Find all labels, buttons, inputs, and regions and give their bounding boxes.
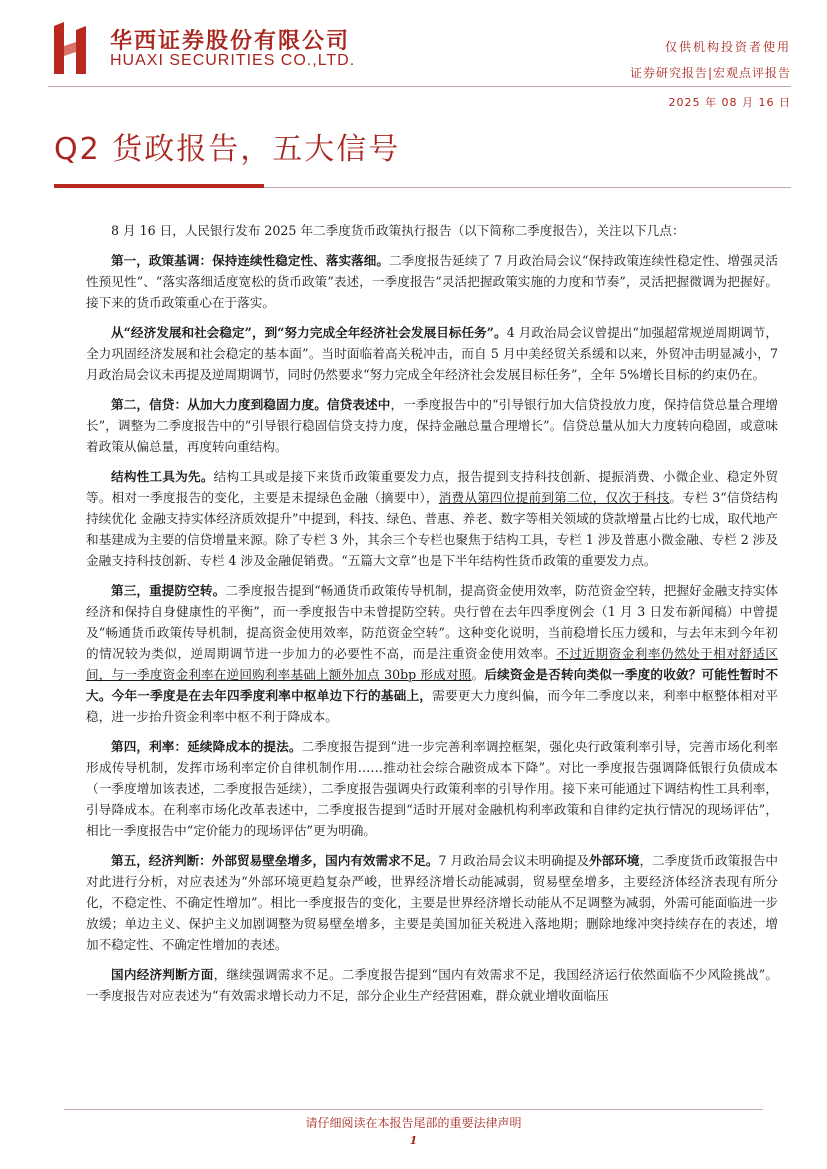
legal-notice: 请仔细阅读在本报告尾部的重要法律声明 [305, 1116, 522, 1130]
text-segment: 4 月政治局会议曾提出“加强超常规逆周期调节，全力巩固经济发展和社会稳定的基本面”。当时面临着高关税冲击，而自 5 月中美经贸关系缓和以来，外贸冲击明显减小，7 月政治局会议未再提及逆周期调节，同时仍然要求“努力完成全年经济社会发展目标任务”，全年 5%增长目标的约束仍在。 [86, 325, 778, 382]
body-paragraph [86, 964, 778, 1006]
bold-text: 后续资金是否转向类似一季度的收敛？可能性暂时不大。今年一季度是在去年四季度利率中枢单边下行的基础上， [86, 667, 779, 703]
body-paragraph [86, 220, 778, 241]
report-type: 证券研究报告|宏观点评报告 [629, 66, 791, 80]
text-segment: 二季度报告提到“畅通货币政策传导机制，提高资金使用效率，防范资金空转，把握好金融支持实体经济和保持自身健康性的平衡”，而一季度报告中未曾提防空转。央行曾在去年四季度例会（1 月 3 日发布新闻稿）中曾提及“畅通货币政策传导机制，提高资金使用效率，防范资金空转”。这种变化说明，当前稳增长压力缓和，与去年末到今年初的情况较为类似，逆周期调节进一步加力的必要性不高，而是注重资金使用效率。 [86, 583, 778, 661]
bold-text: 第五，经济判断：外部贸易壁垒增多，国内有效需求不足。 [111, 853, 439, 868]
bold-text: 第四，利率：延续降成本的提法。 [111, 739, 302, 754]
body-paragraph [86, 250, 778, 313]
bold-text: 第一，政策基调：保持连续性稳定性、落实落细。 [111, 253, 389, 268]
report-title: Q2 货政报告，五大信号 [54, 132, 401, 167]
footer-divider [64, 1109, 763, 1110]
bold-text: 结构性工具为先。 [111, 469, 214, 484]
text-segment: ，二季度货币政策报告中对此进行分析，对应表述为“外部环境更趋复杂严峻，世界经济增长动能减弱，贸易壁垒增多，主要经济体经济表现有所分化，不稳定性、不确定性增加”。相比一季度报告的变化，主要是世界经济增长动能从不足调整为减弱，外需可能面临进一步放缓；单边主义、保护主义加剧调整为贸易壁垒增多，主要是美国加征关税进入落地期；删除地缘冲突持续存在的表述，增加不稳定性、不确定性增加的表述。 [86, 853, 779, 952]
brand-name-en: HUAXI SECURITIES CO.,LTD. [110, 52, 356, 69]
body-paragraph [86, 394, 778, 457]
report-body [86, 220, 778, 1015]
body-paragraph [86, 736, 778, 841]
audience-note: 仅供机构投资者使用 [664, 40, 791, 54]
underlined-text: 不过近期资金利率仍然处于相对舒适区间，与一季度资金利率在逆回购利率基础上额外加点 30bp 形成对照 [86, 646, 779, 682]
text-segment: ，一季度报告中的“引导银行加大信贷投放力度，保持信贷总量合理增长”，调整为二季度报告中的“引导银行稳固信贷支持力度，保持金融总量合理增长”。信贷总量从加大力度转向稳固，或意味着政策从偏总量，再度转向重结构。 [86, 397, 778, 454]
text-segment: 二季度报告提到“进一步完善利率调控框架，强化央行政策利率引导，完善市场化利率形成传导机制，发挥市场利率定价自律机制作用……推动社会综合融资成本下降”。对比一季度报告强调降低银行负债成本（一季度增加该表述，二季度报告延续），二季度报告强调央行政策利率的引导作用。接下来可能通过下调结构性工具利率，引导降成本。在利率市场化改革表述中，二季度报告提到“适时开展对金融机构利率政策和自律约定执行情况的现场评估”，相比一季度报告中“定价能力的现场评估”更为明确。 [86, 739, 778, 838]
title-divider [264, 187, 791, 188]
title-accent-bar [54, 184, 264, 188]
bold-text: 外部环境 [589, 853, 640, 868]
text-segment: 结构工具或是接下来货币政策重要发力点，报告提到支持科技创新、提振消费、小微企业、稳定外贸等。相对一季度报告的变化，主要是未提绿色金融（摘要中）， [86, 469, 779, 505]
text-segment: 8 月 16 日，人民银行发布 2025 年二季度货币政策执行报告（以下简称二季度报告），关注以下几点： [111, 223, 685, 238]
text-segment: ，继续强调需求不足。二季度报告提到“国内有效需求不足，我国经济运行依然面临不少风险挑战”。一季度报告对应表述为“有效需求增长动力不足，部分企业生产经营困难，群众就业增收面临压 [86, 967, 778, 1003]
bold-text: 国内经济判断方面 [111, 967, 214, 982]
body-paragraph [86, 322, 778, 385]
bold-text: 第二，信贷：从加大力度到稳固力度。信贷表述中 [111, 397, 391, 412]
bold-text: 第三，重提防空转。 [111, 583, 226, 598]
body-paragraph [86, 466, 778, 571]
text-segment: 需要更大力度纠偏，而今年二季度以来，利率中枢整体相对平稳，进一步抬升资金利率中枢不利于降成本。 [86, 688, 779, 724]
text-segment: 。专栏 3“信贷结构持续优化 金融支持实体经济质效提升”中提到，科技、绿色、普惠、养老、数字等相关领域的贷款增量占比约七成，取代地产和基建成为主要的信贷增量来源。除了专栏 3 外，其余三个专栏也聚焦于结构工具，专栏 1 涉及普惠小微金融、专栏 2 涉及金融支持科技创新、专栏 4 涉及金融促销费。“五篇大文章”也是下半年结构性货币政策的重要发力点。 [86, 490, 778, 568]
report-date: 2025 年 08 月 16 日 [668, 96, 791, 109]
page-number: 1 [409, 1134, 418, 1147]
bold-text: 从“经济发展和社会稳定”，到“努力完成全年经济社会发展目标任务”。 [111, 325, 507, 340]
underlined-text: 消费从第四位提前到第二位，仅次于科技 [438, 490, 670, 505]
brand-name-cn: 华西证券股份有限公司 [110, 29, 351, 54]
text-segment: 7 月政治局会议未明确提及 [438, 853, 590, 868]
body-paragraph [86, 580, 778, 727]
text-segment: 。 [471, 667, 485, 682]
header-divider [48, 86, 791, 87]
huaxi-logo-icon [48, 22, 92, 74]
text-segment: 二季度报告延续了 7 月政治局会议“保持政策连续性稳定性、增强灵活性预见性”、“落实落细适度宽松的货币政策”表述，一季度报告“灵活把握政策实施的力度和节奏”，灵活把握微调为把握好。接下来的货币政策重心在于落实。 [86, 253, 778, 310]
body-paragraph [86, 850, 778, 955]
